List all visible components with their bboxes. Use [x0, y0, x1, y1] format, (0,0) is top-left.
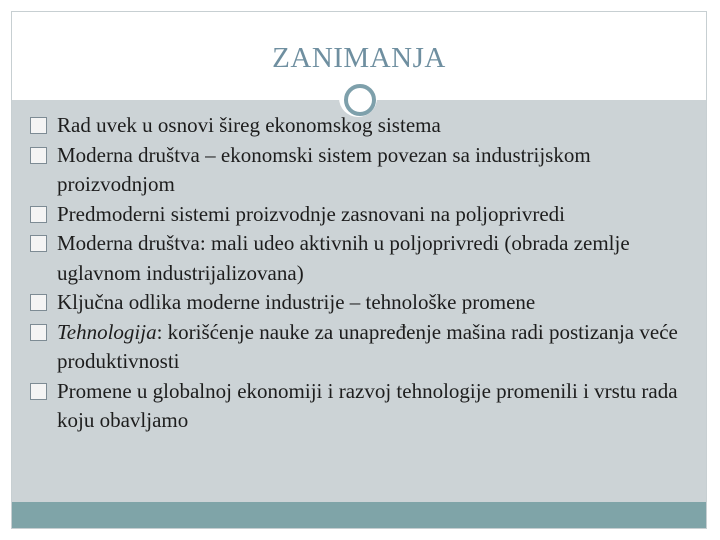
bullet-text: Rad uvek u osnovi šireg ekonomskog sistema — [57, 113, 441, 137]
bullet-list — [30, 111, 690, 436]
bullet-item — [30, 200, 690, 230]
square-bullet-icon — [30, 324, 47, 341]
bullet-text: : korišćenje nauke za unapređenje mašina radi postizanja veće produktivnosti — [57, 319, 678, 373]
square-bullet-icon — [30, 383, 47, 400]
square-bullet-icon — [30, 147, 47, 164]
bullet-item — [30, 377, 690, 436]
square-bullet-icon — [30, 235, 47, 252]
bullet-text: Predmoderni sistemi proizvodnje zasnovani na poljoprivredi — [57, 201, 565, 226]
square-bullet-icon — [30, 117, 47, 134]
square-bullet-icon — [30, 206, 47, 223]
bullet-item — [30, 229, 690, 288]
bullet-text: Ključna odlika moderne industrije – tehnološke promene — [57, 290, 536, 314]
bullet-item — [30, 318, 690, 377]
bullet-term: Tehnologija — [57, 319, 157, 344]
bullet-item — [30, 288, 690, 318]
bullet-text: Moderna društva – ekonomski sistem povezan sa industrijskom proizvodnjom — [57, 142, 591, 196]
bullet-item — [30, 141, 690, 200]
bullet-text: Promene u globalnoj ekonomiji i razvoj tehnologije promenili i vrstu rada koju obavljamo — [57, 378, 678, 432]
slide-title: ZANIMANJA — [272, 42, 446, 74]
square-bullet-icon — [30, 294, 47, 311]
bullet-text: Moderna društva: mali udeo aktivnih u poljoprivredi (obrada zemlje uglavnom industrijalizovana) — [57, 231, 630, 285]
bullet-item — [30, 111, 690, 141]
